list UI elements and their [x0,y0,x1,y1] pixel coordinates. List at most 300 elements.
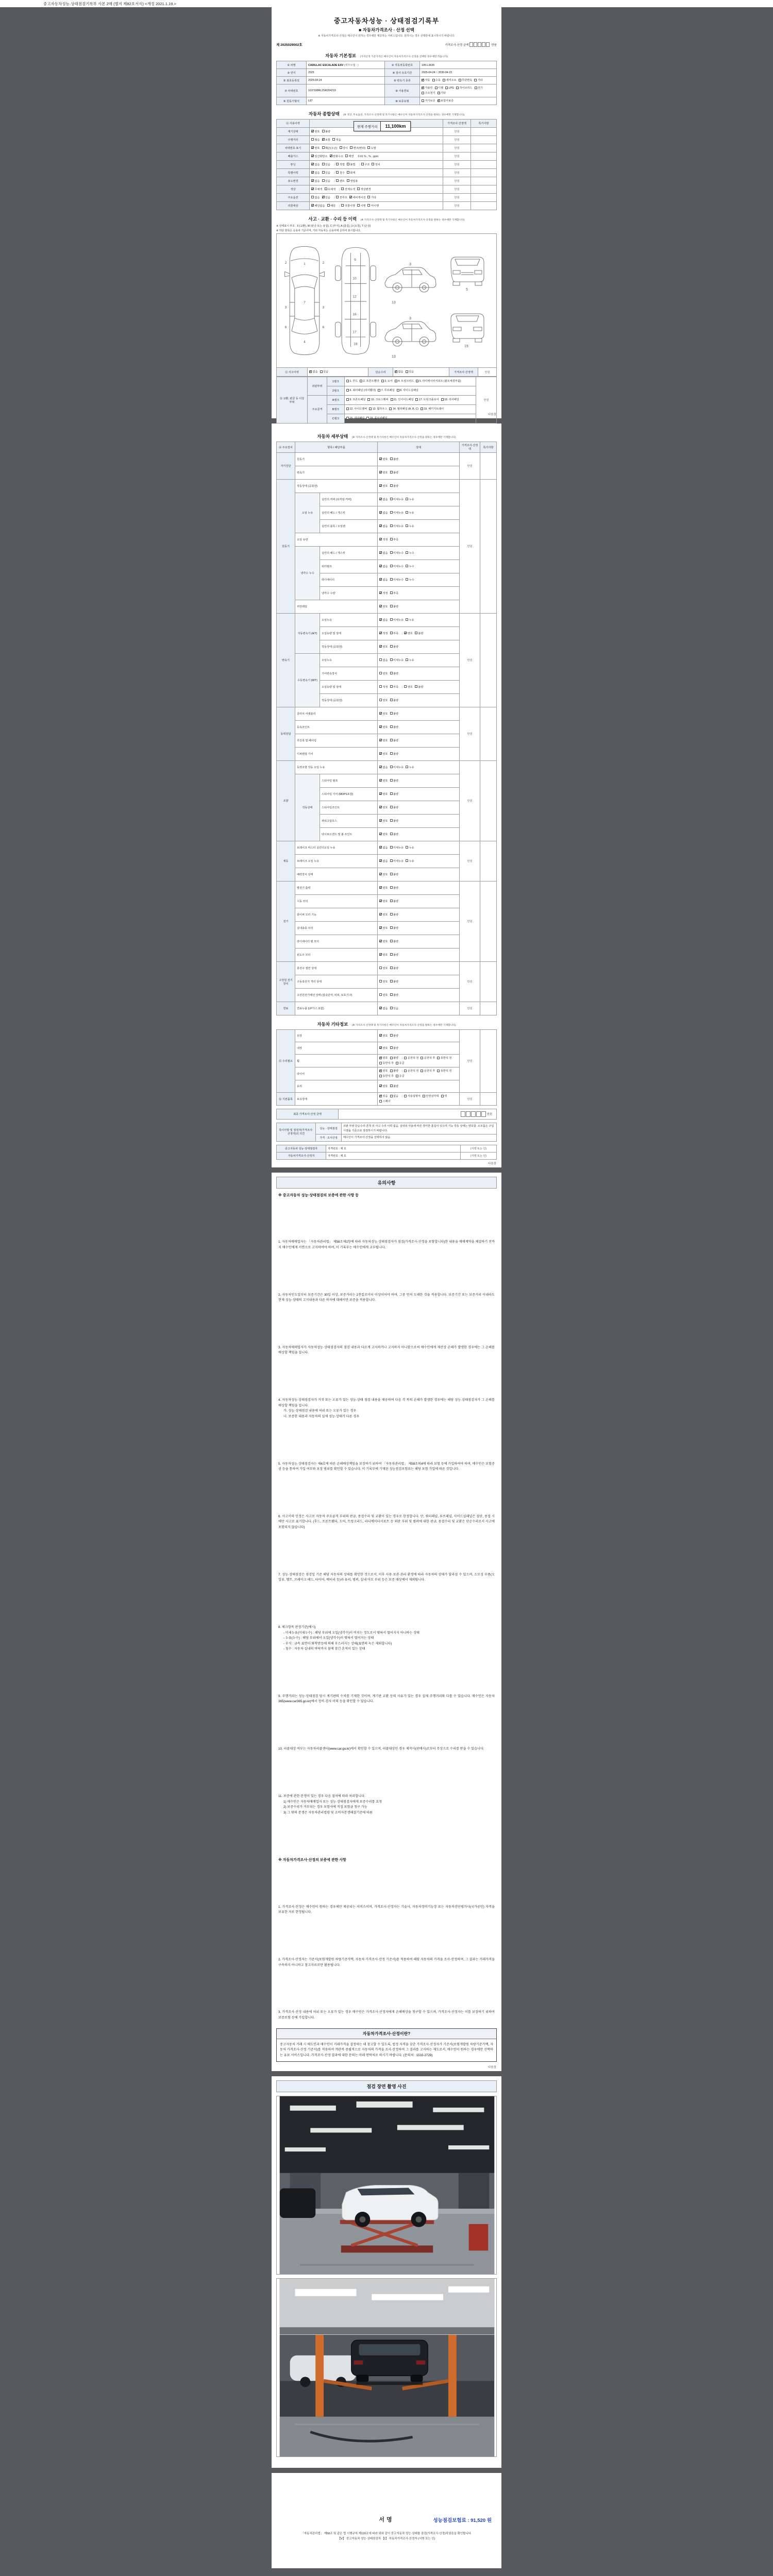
checkbox-checked[interactable] [311,130,314,132]
checkbox-checked[interactable] [379,551,382,554]
checkbox[interactable] [311,196,314,198]
checkbox-option[interactable] [379,899,388,904]
checkbox[interactable] [379,967,382,969]
checkbox[interactable] [322,146,325,149]
checkbox-checked[interactable] [379,645,382,648]
checkbox-option[interactable] [438,91,446,96]
checkbox-checked[interactable] [322,138,325,141]
checkbox-checked[interactable] [311,146,314,149]
checkbox-option[interactable] [379,832,388,837]
checkbox[interactable] [390,538,393,540]
checkbox-option[interactable] [390,939,399,944]
checkbox-option[interactable] [390,872,399,877]
checkbox[interactable] [390,1046,393,1049]
checkbox-option[interactable] [422,86,433,91]
checkbox-option[interactable] [475,86,483,91]
checkbox-option[interactable] [379,604,388,609]
checkbox-checked[interactable] [379,471,382,473]
checkbox-option[interactable] [379,953,388,958]
checkbox-checked[interactable] [379,792,382,795]
checkbox-option[interactable] [311,146,320,151]
checkbox-option[interactable] [415,685,424,690]
checkbox-option[interactable] [390,845,404,851]
checkbox[interactable] [366,417,369,419]
checkbox[interactable] [390,672,393,674]
part-option[interactable] [395,379,414,384]
checkbox-checked[interactable] [379,806,382,808]
checkbox-option[interactable] [379,537,388,543]
checkbox-option[interactable] [341,187,355,192]
checkbox-option[interactable] [347,162,356,167]
checkbox[interactable] [390,511,393,514]
checkbox-checked[interactable] [379,712,382,715]
checkbox[interactable] [456,87,459,89]
checkbox-option[interactable] [379,912,388,918]
checkbox[interactable] [360,380,362,382]
checkbox[interactable] [322,130,325,132]
checkbox[interactable] [406,859,408,862]
checkbox-option[interactable] [421,1056,435,1061]
checkbox-option[interactable] [311,179,320,184]
checkbox[interactable] [390,886,393,889]
checkbox-option[interactable] [311,171,320,176]
checkbox[interactable] [325,188,327,190]
checkbox-option[interactable] [349,195,366,200]
checkbox-option[interactable] [437,1056,451,1061]
checkbox-option[interactable] [390,1069,399,1074]
checkbox-option[interactable] [379,618,388,623]
checkbox[interactable] [336,171,339,174]
checkbox[interactable] [406,511,408,514]
checkbox-option[interactable] [404,685,413,690]
checkbox-checked[interactable] [379,484,382,487]
checkbox-option[interactable] [456,86,473,91]
checkbox-option[interactable] [345,154,354,159]
checkbox[interactable] [379,980,382,982]
checkbox-option[interactable] [390,671,399,676]
checkbox[interactable] [397,389,399,392]
checkbox[interactable] [347,171,349,174]
checkbox-checked[interactable] [379,739,382,741]
checkbox[interactable] [406,618,408,621]
checkbox-checked[interactable] [379,1070,382,1072]
checkbox-option[interactable] [406,658,414,663]
checkbox-option[interactable] [372,162,380,167]
checkbox[interactable] [379,658,382,661]
checkbox-option[interactable] [357,187,371,192]
checkbox-option[interactable] [390,711,399,717]
checkbox-option[interactable] [390,484,399,489]
checkbox[interactable] [396,1075,398,1077]
checkbox-checked[interactable] [438,99,440,102]
checkbox[interactable] [443,79,445,81]
checkbox[interactable] [390,524,393,527]
checkbox-checked[interactable] [311,155,314,157]
checkbox-option[interactable] [390,765,404,770]
checkbox-option[interactable] [390,993,399,998]
checkbox-checked[interactable] [379,779,382,782]
checkbox-option[interactable] [379,1069,388,1074]
checkbox[interactable] [346,398,349,401]
checkbox-checked[interactable] [379,578,382,581]
part-option[interactable] [391,397,414,402]
checkbox-checked[interactable] [379,940,382,942]
checkbox[interactable] [347,179,349,182]
checkbox[interactable] [390,1070,393,1072]
checkbox[interactable] [390,484,393,487]
checkbox[interactable] [390,900,393,902]
checkbox-checked[interactable] [379,632,382,634]
checkbox-option[interactable] [379,738,388,743]
checkbox-option[interactable] [379,939,388,944]
checkbox[interactable] [369,408,372,410]
checkbox[interactable] [441,398,444,401]
checkbox[interactable] [390,792,393,795]
checkbox[interactable] [390,1084,393,1087]
checkbox-option[interactable] [474,78,483,83]
checkbox[interactable] [421,1070,423,1072]
checkbox-option[interactable] [347,179,358,184]
checkbox-option[interactable] [379,886,388,891]
checkbox[interactable] [390,551,393,554]
checkbox-option[interactable] [379,497,388,502]
checkbox-option[interactable] [379,457,388,462]
part-option[interactable] [346,416,364,421]
checkbox-checked[interactable] [379,1046,382,1049]
checkbox-option[interactable] [390,1056,399,1061]
checkbox-option[interactable] [422,98,435,104]
checkbox-option[interactable] [379,631,388,636]
checkbox-option[interactable] [347,171,356,176]
checkbox-option[interactable] [390,1094,399,1099]
checkbox-option[interactable] [390,470,399,476]
checkbox-option[interactable] [379,752,388,757]
checkbox-option[interactable] [406,618,414,623]
checkbox-option[interactable] [406,524,414,529]
checkbox[interactable] [390,873,393,875]
checkbox[interactable] [415,398,418,401]
checkbox[interactable] [379,672,382,674]
checkbox-option[interactable] [379,564,388,569]
checkbox-option[interactable] [379,805,388,810]
checkbox-option[interactable] [379,1056,388,1061]
checkbox-checked[interactable] [322,196,325,198]
checkbox[interactable] [404,1095,407,1097]
checkbox-option[interactable] [390,819,399,824]
checkbox-option[interactable] [336,179,345,184]
checkbox[interactable] [435,87,438,89]
checkbox-checked[interactable] [379,565,382,567]
checkbox-option[interactable] [379,645,388,650]
checkbox[interactable] [327,204,330,207]
checkbox[interactable] [404,685,407,688]
checkbox[interactable] [390,940,393,942]
checkbox[interactable] [390,658,393,661]
checkbox-checked[interactable] [330,155,332,157]
checkbox[interactable] [390,819,393,822]
checkbox-option[interactable] [390,537,399,543]
checkbox[interactable] [390,1034,393,1037]
checkbox-option[interactable] [423,1094,439,1099]
checkbox[interactable] [415,685,417,688]
checkbox-option[interactable] [341,204,355,209]
checkbox-option[interactable] [390,792,399,797]
checkbox[interactable] [390,498,393,500]
checkbox-option[interactable] [379,591,388,596]
checkbox-option[interactable] [406,859,414,864]
part-option[interactable] [378,388,394,393]
checkbox-checked[interactable] [379,819,382,822]
checkbox-option[interactable] [379,671,388,676]
checkbox-checked[interactable] [379,886,382,889]
checkbox[interactable] [390,739,393,741]
checkbox[interactable] [390,632,393,634]
checkbox[interactable] [390,980,393,982]
checkbox-option[interactable] [390,899,399,904]
checkbox-option[interactable] [367,146,376,151]
checkbox-option[interactable] [379,1006,388,1011]
checkbox-option[interactable] [322,138,331,143]
checkbox[interactable] [350,146,352,149]
checkbox-checked[interactable] [311,179,314,182]
checkbox[interactable] [390,565,393,567]
checkbox[interactable] [336,179,339,182]
checkbox-option[interactable] [390,578,404,583]
checkbox[interactable] [404,1070,407,1072]
checkbox[interactable] [346,417,349,419]
checkbox-option[interactable] [406,369,414,375]
checkbox-option[interactable] [322,195,331,200]
checkbox-option[interactable] [390,511,404,516]
checkbox[interactable] [438,92,440,94]
checkbox-option[interactable] [379,1033,388,1039]
checkbox-option[interactable] [390,658,404,663]
part-option[interactable] [397,388,418,393]
checkbox-option[interactable] [379,778,388,784]
checkbox-option[interactable] [361,162,370,167]
checkbox-checked[interactable] [379,913,382,916]
checkbox-option[interactable] [379,859,388,864]
checkbox-checked[interactable] [311,188,314,190]
checkbox[interactable] [357,188,360,190]
checkbox[interactable] [379,1062,382,1064]
checkbox[interactable] [390,846,393,849]
checkbox[interactable] [332,138,335,141]
checkbox[interactable] [390,953,393,956]
checkbox-option[interactable] [390,524,404,529]
checkbox-option[interactable] [406,551,414,556]
checkbox-option[interactable] [390,685,399,690]
checkbox-checked[interactable] [379,618,382,621]
checkbox[interactable] [390,712,393,715]
checkbox-option[interactable] [435,86,444,91]
checkbox-option[interactable] [379,1061,394,1066]
checkbox-checked[interactable] [379,511,382,514]
checkbox-option[interactable] [379,711,388,717]
checkbox-option[interactable] [311,204,325,209]
checkbox[interactable] [390,1095,393,1097]
checkbox-checked[interactable] [379,953,382,956]
checkbox-option[interactable] [404,1094,421,1099]
checkbox-option[interactable] [390,953,399,958]
checkbox[interactable] [390,752,393,755]
checkbox-option[interactable] [379,698,388,703]
checkbox-option[interactable] [322,179,331,184]
checkbox[interactable] [336,163,339,165]
checkbox[interactable] [390,685,393,688]
checkbox-option[interactable] [390,1084,399,1089]
checkbox-option[interactable] [379,685,388,690]
checkbox[interactable] [441,1095,444,1097]
checkbox[interactable] [389,408,392,410]
checkbox-option[interactable] [390,966,399,971]
checkbox[interactable] [367,146,370,149]
part-option[interactable] [367,397,388,402]
checkbox[interactable] [367,204,370,207]
checkbox-option[interactable] [336,195,347,200]
checkbox-checked[interactable] [379,524,382,527]
checkbox[interactable] [361,163,364,165]
checkbox-checked[interactable] [379,457,382,460]
checkbox-option[interactable] [367,204,379,209]
checkbox[interactable] [390,967,393,969]
checkbox-option[interactable] [379,1046,388,1051]
checkbox-option[interactable] [350,146,365,151]
checkbox[interactable] [346,389,349,392]
checkbox-option[interactable] [379,926,388,931]
checkbox-option[interactable] [379,845,388,851]
checkbox[interactable] [390,1057,393,1059]
checkbox-option[interactable] [390,591,399,596]
checkbox-option[interactable] [404,631,413,636]
checkbox-option[interactable] [322,129,331,134]
next-page-link[interactable]: 다음장 [488,2066,496,2069]
checkbox-option[interactable] [404,1069,418,1074]
part-option[interactable] [346,379,358,384]
checkbox[interactable] [437,1070,440,1072]
checkbox[interactable] [390,618,393,621]
checkbox[interactable] [346,408,349,410]
checkbox[interactable] [421,1057,423,1059]
checkbox-checked[interactable] [379,498,382,500]
checkbox-option[interactable] [390,778,399,784]
checkbox[interactable] [437,1057,440,1059]
checkbox-checked[interactable] [379,846,382,849]
checkbox-option[interactable] [379,993,388,998]
checkbox-option[interactable] [311,187,323,192]
checkbox[interactable] [474,79,477,81]
checkbox-option[interactable] [309,369,318,375]
part-option[interactable] [416,379,461,384]
checkbox-checked[interactable] [379,1095,382,1097]
checkbox[interactable] [322,163,325,165]
checkbox-option[interactable] [422,91,435,96]
checkbox-option[interactable] [336,171,345,176]
checkbox-option[interactable] [379,551,388,556]
checkbox-checked[interactable] [379,1034,382,1037]
checkbox[interactable] [390,1007,393,1009]
checkbox[interactable] [406,551,408,554]
checkbox[interactable] [445,87,448,89]
checkbox-option[interactable] [390,604,399,609]
checkbox-option[interactable] [396,1074,405,1079]
checkbox-option[interactable] [390,979,399,985]
checkbox[interactable] [379,1100,382,1103]
checkbox[interactable] [379,1075,382,1077]
checkbox[interactable] [372,163,374,165]
checkbox-option[interactable] [396,1061,405,1066]
checkbox-option[interactable] [390,564,404,569]
checkbox-option[interactable] [332,138,341,143]
checkbox[interactable] [378,389,380,392]
checkbox[interactable] [347,163,349,165]
checkbox-option[interactable] [390,1006,399,1011]
checkbox-option[interactable] [390,551,404,556]
part-option[interactable] [441,397,459,402]
checkbox-option[interactable] [406,845,414,851]
checkbox[interactable] [390,725,393,728]
checkbox-option[interactable] [379,765,388,770]
checkbox[interactable] [345,155,348,157]
checkbox[interactable] [421,408,423,410]
checkbox-checked[interactable] [379,766,382,768]
part-option[interactable] [346,388,376,393]
checkbox-option[interactable] [390,926,399,931]
checkbox-option[interactable] [340,146,348,151]
checkbox-option[interactable] [422,78,430,83]
checkbox-option[interactable] [327,204,336,209]
checkbox-option[interactable] [390,725,399,730]
checkbox[interactable] [395,380,397,382]
checkbox-option[interactable] [311,154,328,159]
checkbox-option[interactable] [390,886,399,891]
checkbox[interactable] [406,578,408,581]
checkbox[interactable] [390,471,393,473]
checkbox[interactable] [406,766,408,768]
checkbox-option[interactable] [322,171,331,176]
checkbox[interactable] [391,398,393,401]
checkbox-option[interactable] [379,819,388,824]
checkbox-option[interactable] [379,578,388,583]
checkbox[interactable] [390,605,393,607]
checkbox-option[interactable] [379,511,388,516]
checkbox-option[interactable] [311,129,320,134]
checkbox-option[interactable] [379,792,388,797]
checkbox-option[interactable] [390,698,399,703]
checkbox-checked[interactable] [404,632,407,634]
checkbox[interactable] [320,370,323,373]
checkbox[interactable] [423,1095,425,1097]
checkbox-option[interactable] [379,1099,391,1104]
checkbox-option[interactable] [441,1094,447,1099]
checkbox-checked[interactable] [379,538,382,540]
checkbox[interactable] [390,766,393,768]
checkbox[interactable] [406,846,408,849]
checkbox-option[interactable] [390,805,399,810]
checkbox-option[interactable] [320,369,329,375]
checkbox-option[interactable] [379,658,388,663]
checkbox-checked[interactable] [379,926,382,929]
checkbox[interactable] [406,524,408,527]
checkbox-option[interactable] [406,511,414,516]
checkbox-option[interactable] [379,1074,394,1079]
checkbox-option[interactable] [406,578,414,583]
checkbox[interactable] [357,204,360,207]
checkbox-checked[interactable] [379,900,382,902]
checkbox-option[interactable] [390,832,399,837]
checkbox-checked[interactable] [311,171,314,174]
checkbox-option[interactable] [459,78,473,83]
